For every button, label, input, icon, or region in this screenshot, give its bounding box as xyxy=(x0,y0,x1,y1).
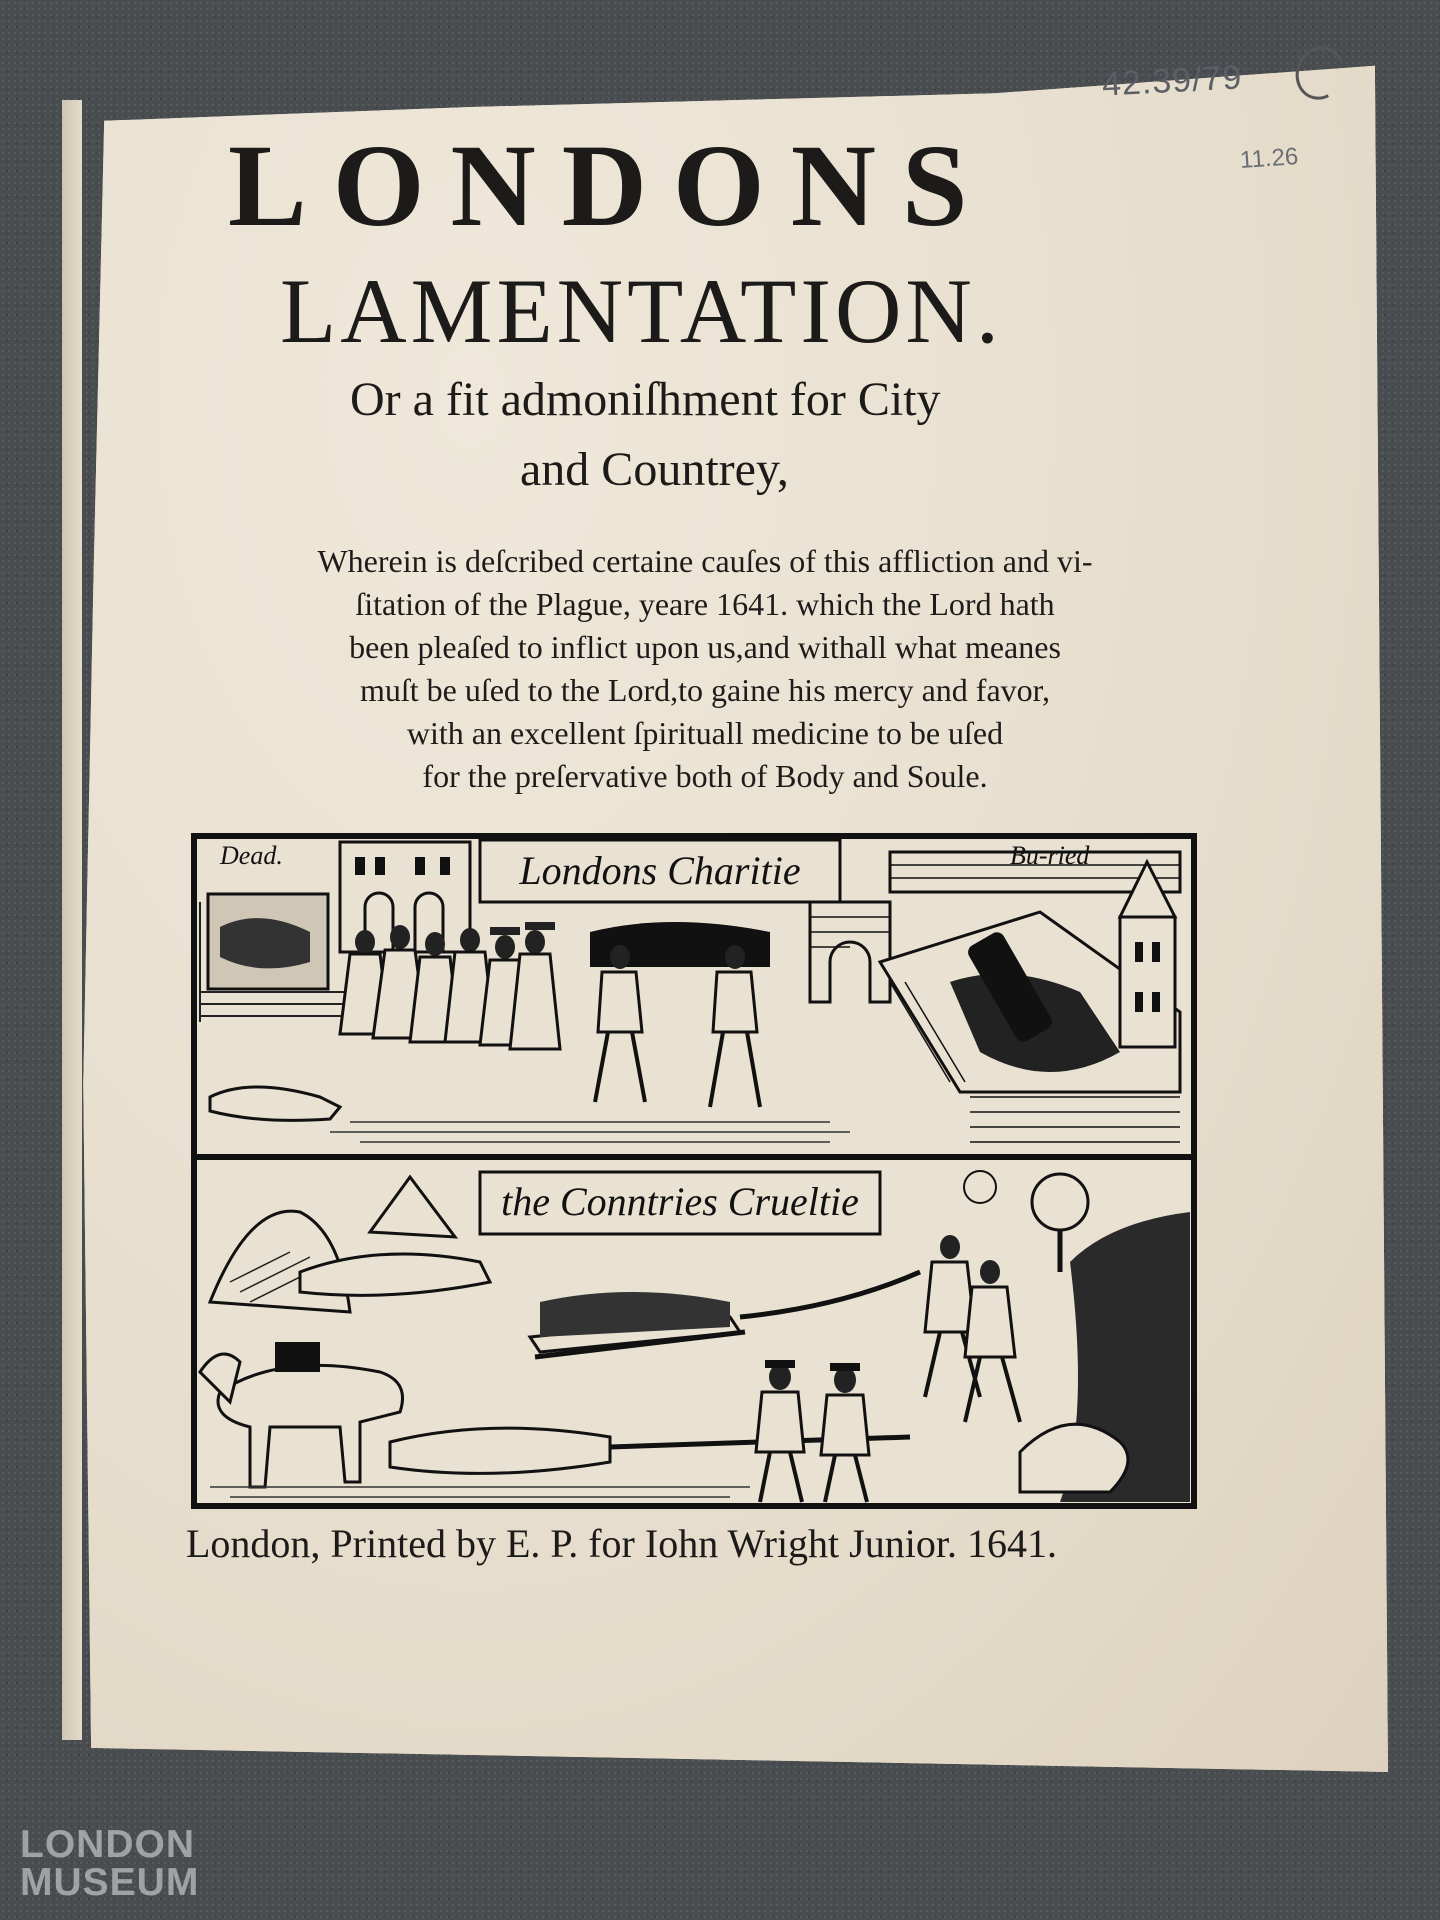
secondary-annotation: 11.26 xyxy=(1239,143,1300,175)
subtitle-line-1: Or a fit admoniſhment for City xyxy=(350,373,941,426)
description-line: for the preſervative both of Body and Soule. xyxy=(422,758,988,794)
museum-logo-line-1: LONDON xyxy=(20,1823,195,1866)
label-crueltie: the Conntries Crueltie xyxy=(501,1179,859,1224)
woodcut-illustration xyxy=(190,832,1200,1512)
label-dead: Dead. xyxy=(220,841,283,870)
museum-logo xyxy=(20,1823,200,1904)
dragged-figure xyxy=(390,1428,610,1473)
description-line: with an excellent ſpirituall medicine to be uſed xyxy=(406,715,1004,751)
subtitle-line-2: and Countrey, xyxy=(520,443,789,496)
title-line-2: LAMENTATION. xyxy=(280,260,1003,362)
museum-logo-line-2: MUSEUM xyxy=(20,1861,200,1904)
description-line: muſt be uſed to the Lord,to gaine his mercy and favor, xyxy=(359,672,1051,708)
page-edge xyxy=(62,100,82,1740)
description-line: ſitation of the Plague, yeare 1641. which the Lord hath xyxy=(355,586,1055,622)
label-charitie: Londons Charitie xyxy=(519,848,801,893)
imprint-line: London, Printed by E. P. for Iohn Wright Junior. 1641. xyxy=(186,1521,1057,1566)
title-line-1: LONDONS xyxy=(228,120,994,251)
accession-number: 42.39/79 xyxy=(1101,58,1244,104)
description-line: Wherein is deſcribed certaine cauſes of this affliction and vi- xyxy=(317,543,1093,579)
label-buried: Bu-ried xyxy=(1010,841,1090,870)
description-line: been pleaſed to inflict upon us,and withall what meanes xyxy=(349,629,1061,665)
description-block xyxy=(205,540,1205,798)
